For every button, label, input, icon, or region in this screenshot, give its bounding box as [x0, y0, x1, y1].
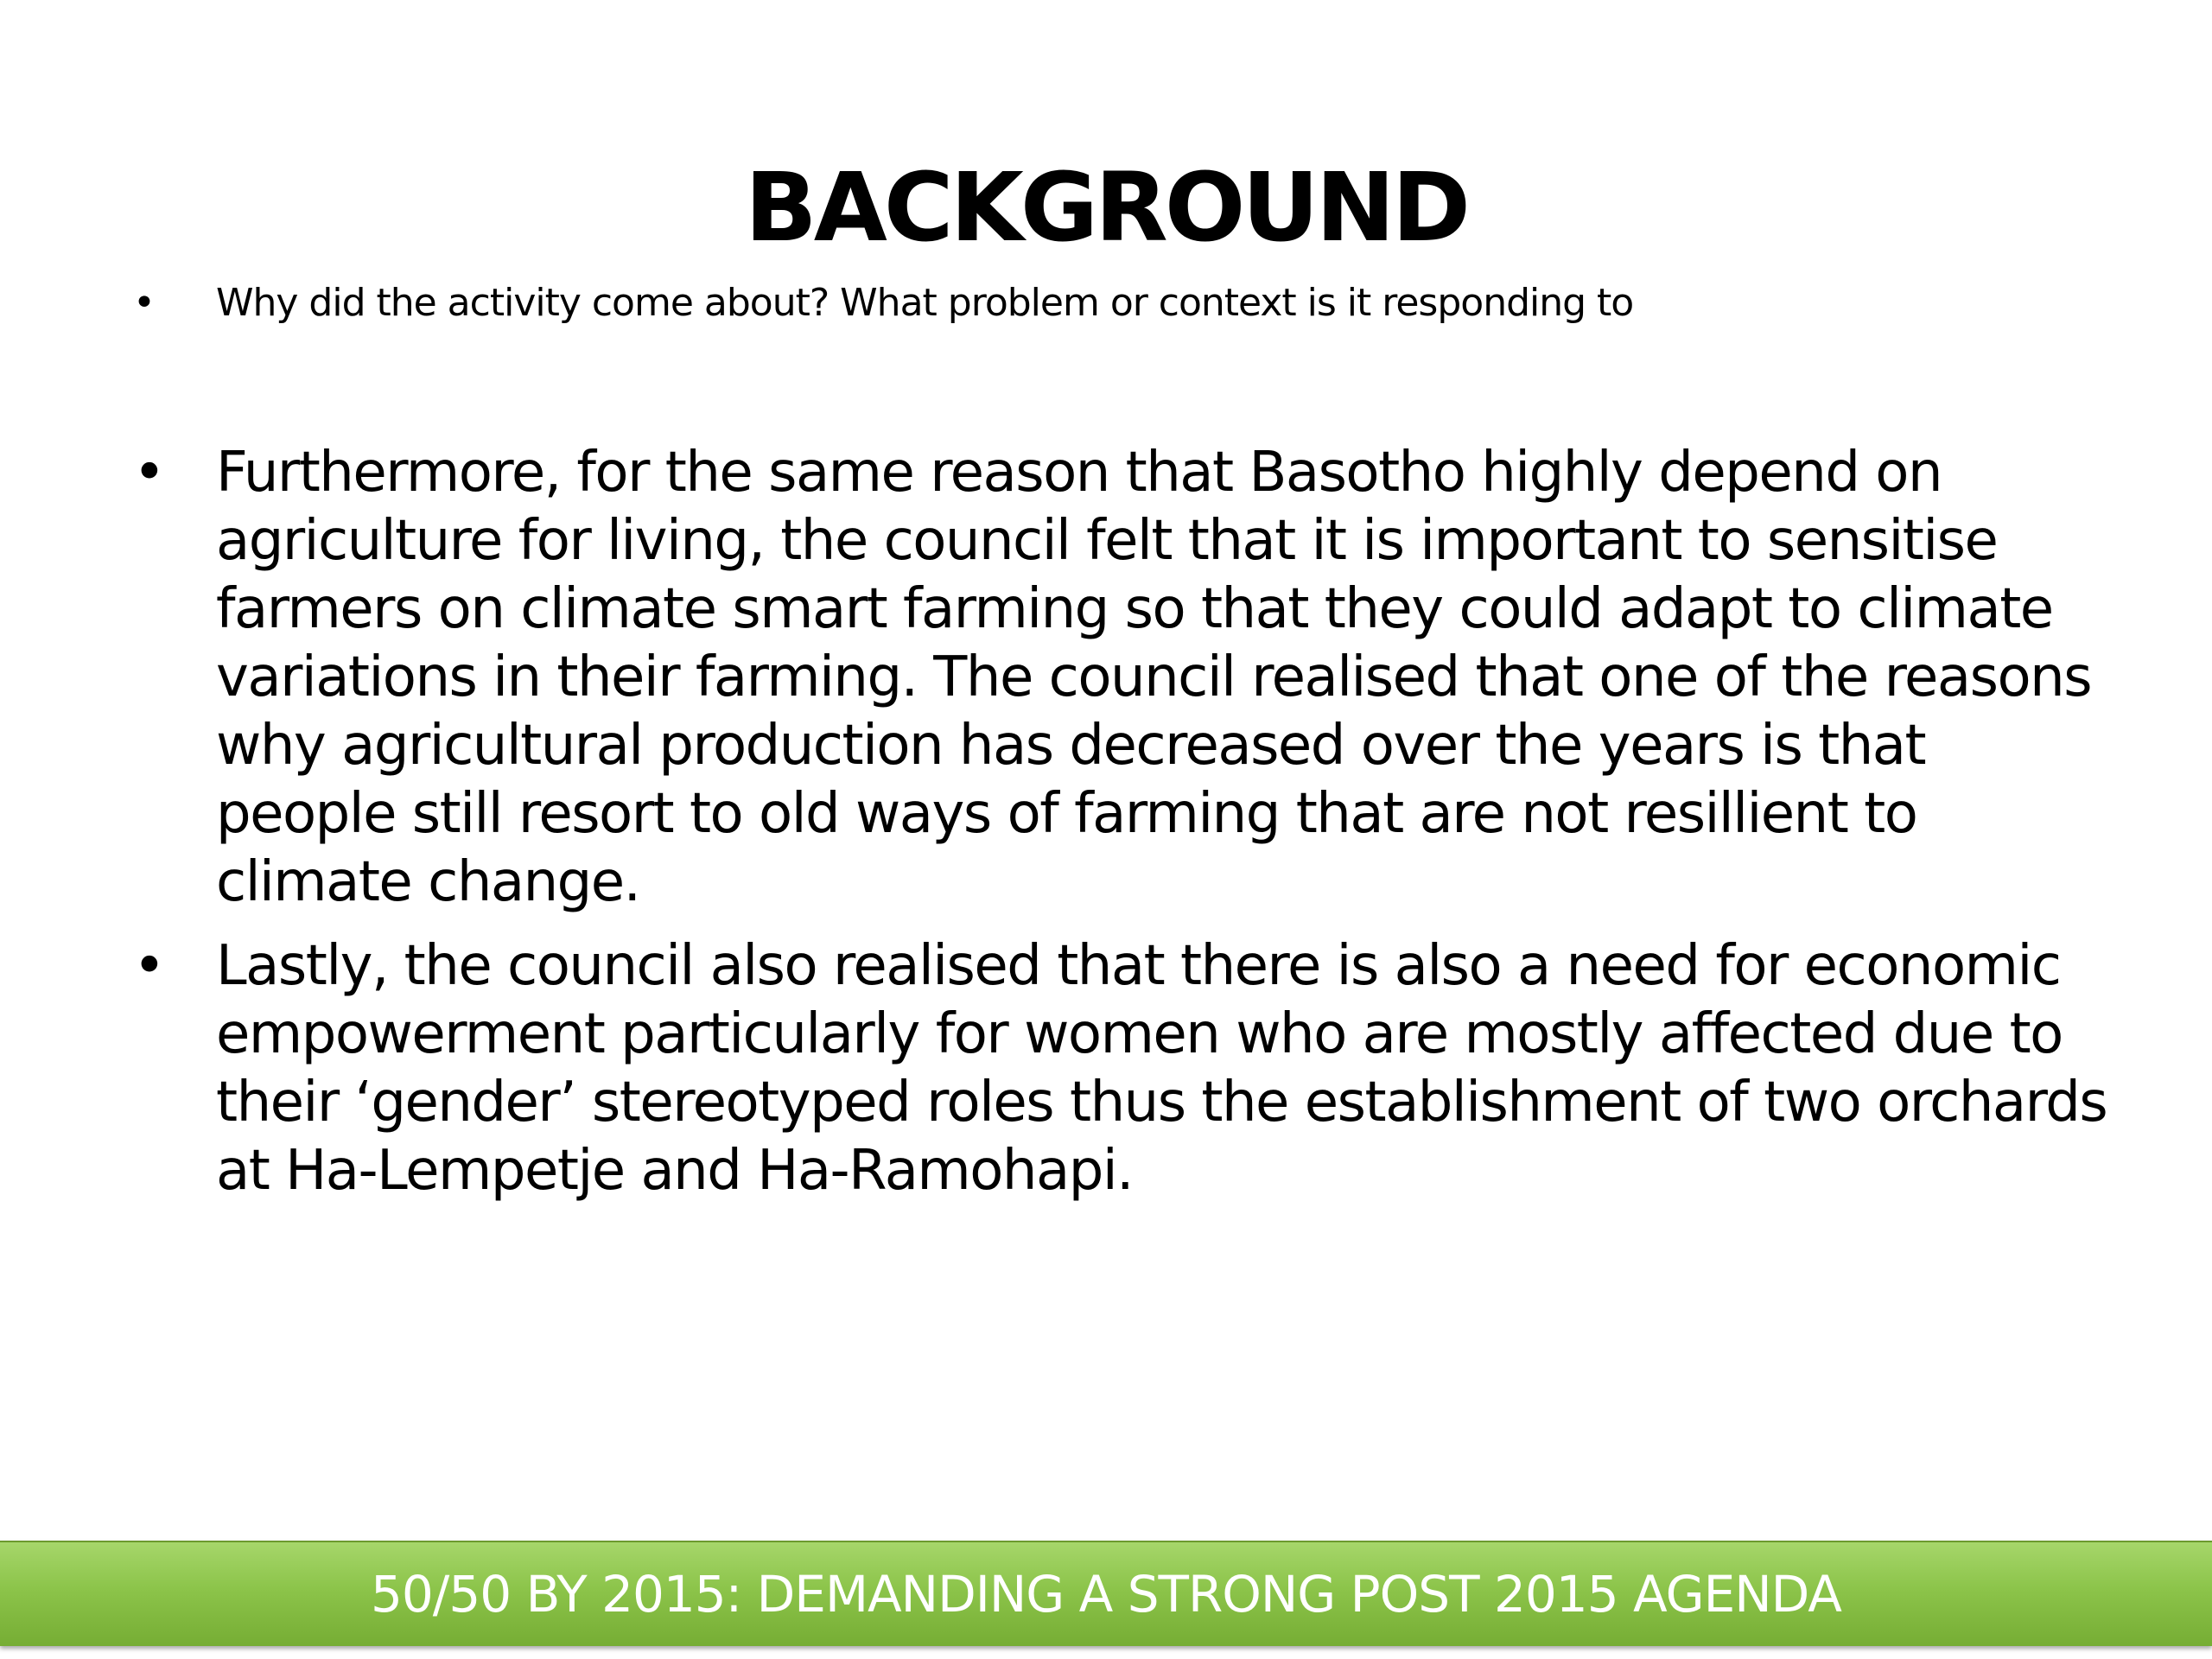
bullet-text: Furthermore, for the same reason that Basotho highly depend on agriculture for living, the council felt that it is important to sensitise farmers on climate smart farming so that they could adapt to climate variations in their farming. The council realised that one of the reasons why agricultural production has decreased over the years is that people still resort to old ways of farming that are not resillient to climate change.: [216, 441, 2092, 914]
bullet-icon: •: [133, 934, 165, 998]
bullet-icon: •: [133, 441, 165, 505]
bullet-item: [130, 932, 2108, 1205]
subtitle-text: Why did the activity come about? What problem or context is it responding to: [216, 281, 1634, 325]
bullet-item: [130, 439, 2108, 917]
bullet-list: [130, 439, 2108, 1221]
footer-banner: [0, 1541, 2212, 1646]
bullet-text: Lastly, the council also realised that there is also a need for economic empowerment particularly for women who are mostly affected due to their ‘gender’ stereotyped roles thus the establishment of two orchards at Ha-Lempetje and Ha-Ramohapi.: [216, 934, 2107, 1203]
footer-text: 50/50 BY 2015: DEMANDING A STRONG POST 2015 AGENDA: [371, 1565, 1841, 1624]
slide-title: BACKGROUND: [744, 152, 1468, 263]
subtitle-bullet-item: [130, 276, 2117, 330]
bullet-icon: •: [133, 281, 155, 325]
